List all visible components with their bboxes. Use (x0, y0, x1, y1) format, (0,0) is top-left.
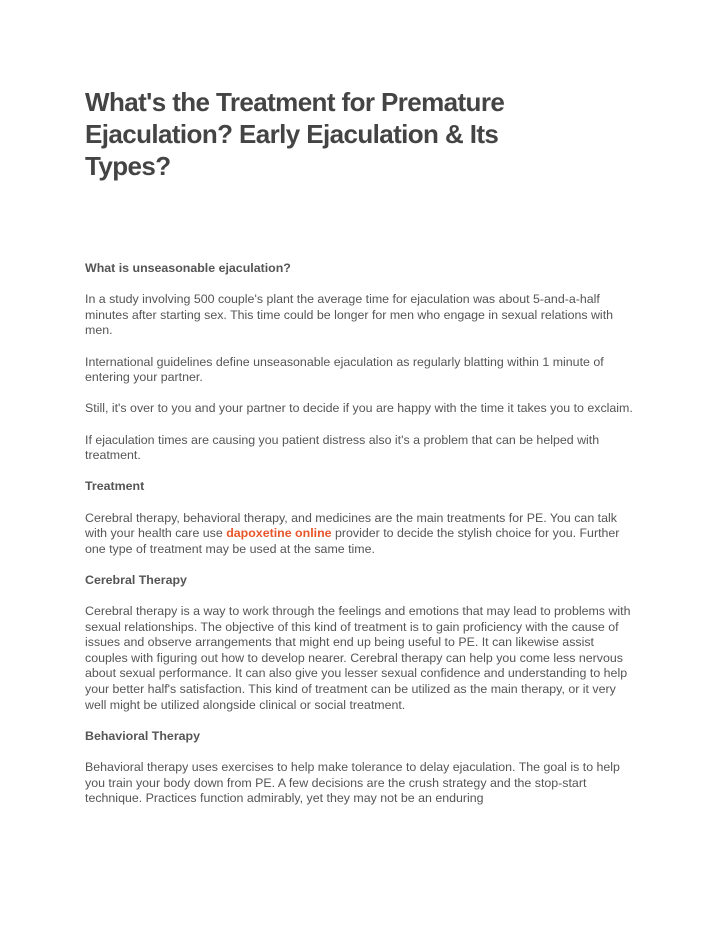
paragraph: Behavioral therapy uses exercises to help make tolerance to delay ejaculation. The goal is to help you train your body down from PE. A few decisions are the crush strategy and the stop-start technique. Practices function admirably, yet they may not be an enduring (85, 760, 620, 806)
document-body (85, 261, 640, 822)
page-title: What's the Treatment for Premature Ejaculation? Early Ejaculation & Its Types? (85, 87, 505, 181)
paragraph: Still, it's over to you and your partner to decide if you are happy with the time it takes you to exclaim. (85, 401, 633, 416)
section-heading-unseasonable: What is unseasonable ejaculation? (85, 261, 291, 275)
paragraph: In a study involving 500 couple's plant the average time for ejaculation was about 5-and-a-half minutes after starting sex. This time could be longer for men who engage in sexual relations with men. (85, 292, 614, 338)
section-heading-behavioral-therapy: Behavioral Therapy (85, 728, 201, 743)
paragraph-text-after-link: provider to decide the stylish choice for you. Further one type of treatment may be used at the same time. (85, 526, 620, 556)
paragraph: Cerebral therapy is a way to work through the feelings and emotions that may lead to problems with sexual relationships. The objective of this kind of treatment is to gain proficiency with the cause of issues and observe arrangements that might end up being useful to PE. It can likewise assist couples with figuring out how to develop nearer. Cerebral therapy can help you come less nervous about sexual performance. It can also give you lesser sexual confidence and understanding to help your better half's satisfaction. This kind of treatment can be utilized as the main therapy, or it very well might be utilized alongside clinical or social treatment. (85, 604, 631, 712)
section-heading-cerebral-therapy: Cerebral Therapy (85, 572, 187, 587)
paragraph-with-link (85, 511, 640, 558)
dapoxetine-online-link[interactable]: dapoxetine online (226, 526, 332, 541)
section-heading-treatment: Treatment (85, 479, 145, 494)
paragraph: If ejaculation times are causing you patient distress also it's a problem that can be helped with treatment. (85, 432, 600, 463)
paragraph: International guidelines define unseasonable ejaculation as regularly blatting within 1 minute of entering your partner. (85, 354, 604, 385)
document-header (85, 86, 640, 182)
paragraph-text-before-link: Cerebral therapy, behavioral therapy, and medicines are the main treatments for PE. You can talk with your health care use (85, 510, 617, 541)
